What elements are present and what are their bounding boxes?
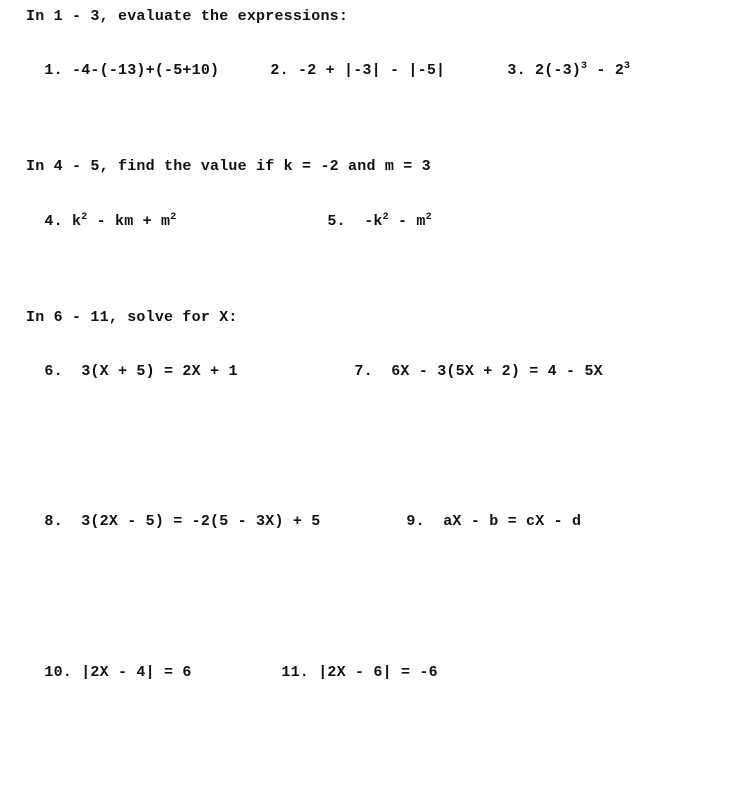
problem-3-exponent-1: 3 (581, 61, 588, 72)
problem-10-equation: |2X - 4| = 6 (81, 664, 192, 681)
problem-4-exponent-2: 2 (170, 212, 177, 223)
section-2-instruction: In 4 - 5, find the value if k = -2 and m = 3 (26, 158, 431, 175)
problem-4-term-2: - km + m (87, 213, 171, 230)
problem-7-equation: 6X - 3(5X + 2) = 4 - 5X (391, 363, 603, 380)
problem-8-number: 8. (44, 513, 63, 530)
problem-1-expression: -4-(-13)+(-5+10) (72, 62, 220, 79)
problem-8-equation: 3(2X - 5) = -2(5 - 3X) + 5 (81, 513, 321, 530)
problem-3-number: 3. (507, 62, 526, 79)
section-3-instruction: In 6 - 11, solve for X: (26, 309, 238, 326)
problem-9 (388, 496, 581, 530)
problem-6-number: 6. (44, 363, 63, 380)
problem-5-term-1: -k (364, 213, 383, 230)
problem-4 (26, 196, 176, 230)
problem-10 (26, 647, 192, 681)
problem-8 (26, 496, 320, 530)
problem-9-equation: aX - b = cX - d (443, 513, 582, 530)
problem-11-number: 11. (281, 664, 310, 681)
problem-3-base: 2(-3) (535, 62, 582, 79)
problem-5-term-2: - m (388, 213, 426, 230)
problem-6 (26, 346, 238, 380)
problem-5-exponent-2: 2 (425, 212, 432, 223)
problem-10-number: 10. (44, 664, 73, 681)
problem-5-exponent-1: 2 (382, 212, 389, 223)
problem-4-term-1: k (72, 213, 82, 230)
problem-1 (26, 45, 219, 79)
problem-6-equation: 3(X + 5) = 2X + 1 (81, 363, 238, 380)
problem-3 (489, 45, 630, 79)
problem-7-number: 7. (354, 363, 373, 380)
problem-3-exponent-2: 3 (624, 61, 631, 72)
problem-3-middle: - 2 (587, 62, 625, 79)
section-1-instruction: In 1 - 3, evaluate the expressions: (26, 8, 349, 25)
problem-11 (263, 647, 438, 681)
problem-2-number: 2. (270, 62, 289, 79)
problem-1-number: 1. (44, 62, 63, 79)
problem-11-equation: |2X - 6| = -6 (318, 664, 438, 681)
problem-4-number: 4. (44, 213, 63, 230)
problem-7 (336, 346, 603, 380)
problem-5 (309, 196, 432, 230)
problem-4-exponent-1: 2 (81, 212, 88, 223)
problem-9-number: 9. (406, 513, 425, 530)
problem-2-expression: -2 + |-3| - |-5| (298, 62, 446, 79)
problem-5-number: 5. (327, 213, 346, 230)
problem-2 (252, 45, 445, 79)
